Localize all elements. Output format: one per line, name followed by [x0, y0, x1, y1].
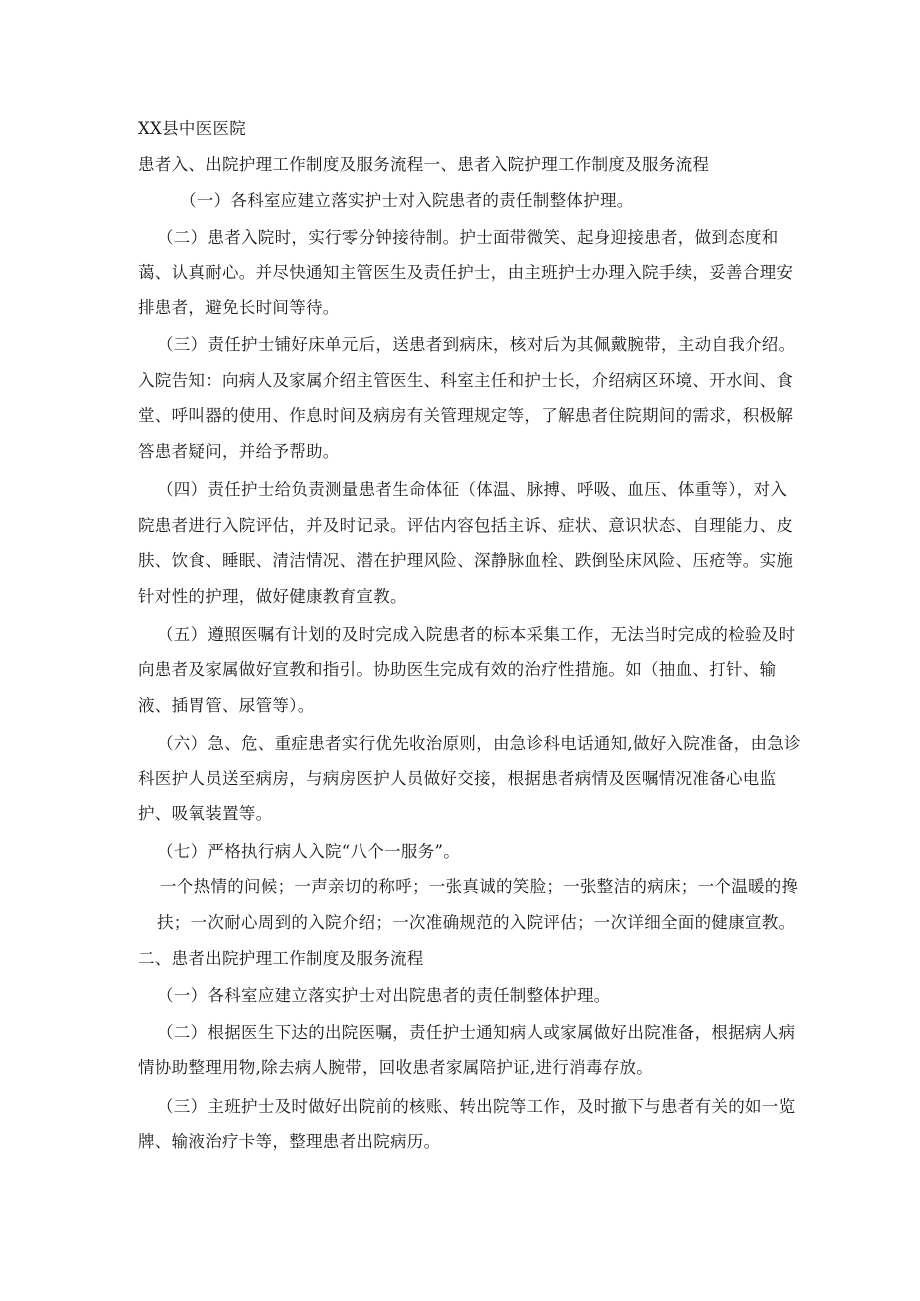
admission-item-4-line-2: 院患者进行入院评估，并及时记录。评估内容包括主诉、症状、意识状态、自理能力、皮 [138, 516, 794, 535]
admission-item-5-line-3: 液、插胃管、尿管等）。 [138, 696, 315, 715]
admission-item-6-line-2: 科医护人员送至病房，与病房医护人员做好交接，根据患者病情及医嘱情况准备心电监 [138, 769, 777, 788]
admission-item-2-line-2: 蔼、认真耐心。并尽快通知主管医生及责任护士，由主班护士办理入院手续，妥善合理安 [138, 263, 794, 282]
discharge-item-1: （一）各科室应建立落实护士对出院患者的责任制整体护理。 [157, 986, 611, 1005]
admission-item-7: （七）严格执行病人入院“八个一服务”。 [157, 842, 461, 861]
admission-item-6-line-3: 护、吸氧装置等。 [138, 804, 273, 823]
admission-item-3-line-1: （三）责任护士铺好床单元后，送患者到病床，核对后为其佩戴腕带，主动自我介绍。 [157, 335, 796, 354]
admission-item-1: （一）各科室应建立落实护士对入院患者的责任制整体护理。 [180, 191, 634, 210]
admission-item-5-line-2: 向患者及家属做好宣教和指引。协助医生完成有效的治疗性措施。如（抽血、打针、输 [138, 660, 777, 679]
hospital-name: XX县中医医院 [138, 119, 247, 138]
eight-services-line-1: 一个热情的问候；一声亲切的称呼；一张真诚的笑脸；一张整洁的病床；一个温暖的搀 [160, 877, 799, 896]
admission-item-5-line-1: （五）遵照医嘱有计划的及时完成入院患者的标本采集工作，无法当时完成的检验及时 [157, 625, 796, 644]
discharge-item-3-line-2: 牌、输液治疗卡等，整理患者出院病历。 [138, 1132, 441, 1151]
admission-item-6-line-1: （六）急、危、重症患者实行优先收治原则，由急诊科电话通知,做好入院准备，由急诊 [157, 734, 801, 753]
discharge-item-3-line-1: （三）主班护士及时做好出院前的核账、转出院等工作，及时撤下与患者有关的如一览 [157, 1097, 796, 1116]
discharge-item-2-line-2: 情协助整理用物,除去病人腕带，回收患者家属陪护证,进行消毒存放。 [138, 1058, 654, 1077]
admission-item-4-line-4: 针对性的护理，做好健康教育宣教。 [138, 587, 407, 606]
admission-item-3-line-3: 堂、呼叫器的使用、作息时间及病房有关管理规定等，了解患者住院期间的需求，积极解 [138, 406, 794, 425]
admission-item-4-line-3: 肤、饮食、睡眠、清洁情况、潜在护理风险、深静脉血栓、跌倒坠床风险、压疮等。实施 [138, 551, 794, 570]
admission-item-3-line-4: 答患者疑问，并给予帮助。 [138, 442, 340, 461]
document-title: 患者入、出院护理工作制度及服务流程一、患者入院护理工作制度及服务流程 [138, 155, 710, 174]
discharge-item-2-line-1: （二）根据医生下达的出院医嘱，责任护士通知病人或家属做好出院准备，根据病人病 [157, 1023, 796, 1042]
admission-item-3-line-2: 入院告知：向病人及家属介绍主管医生、科室主任和护士长，介绍病区环境、开水间、食 [138, 371, 794, 390]
admission-item-4-line-1: （四）责任护士给负责测量患者生命体征（体温、脉搏、呼吸、血压、体重等），对入 [157, 480, 788, 499]
discharge-heading: 二、患者出院护理工作制度及服务流程 [138, 949, 424, 968]
admission-item-2-line-3: 排患者，避免长时间等待。 [138, 298, 340, 317]
admission-item-2-line-1: （二）患者入院时，实行零分钟接待制。护士面带微笑、起身迎接患者，做到态度和 [157, 228, 779, 247]
eight-services-line-2: 扶；一次耐心周到的入院介绍；一次准确规范的入院评估；一次详细全面的健康宣教。 [157, 913, 796, 932]
